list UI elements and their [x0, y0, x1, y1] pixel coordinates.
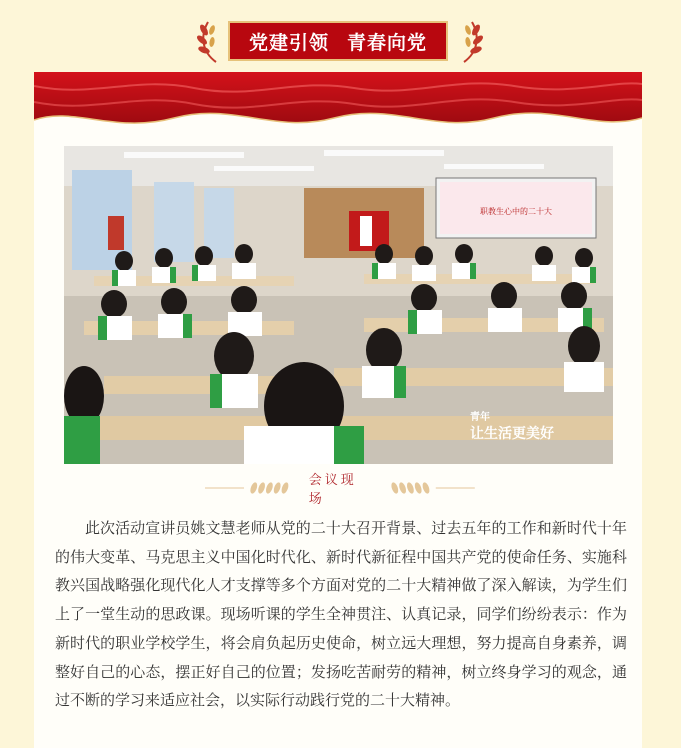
watermark-brand: 青年: [470, 412, 490, 423]
laurel-left-icon: [196, 18, 222, 64]
event-photo: [64, 146, 613, 464]
wheat-deco-icon: [205, 481, 293, 495]
wave-banner: [34, 72, 642, 134]
photo-caption: [205, 473, 475, 507]
title-part1: 党建引领: [248, 31, 329, 54]
laurel-right-icon: [458, 18, 484, 64]
watermark-slogan: 让生活更美好: [470, 426, 554, 442]
caption-label: 会议现场: [308, 473, 357, 507]
photo-watermark: [470, 408, 605, 442]
article-paragraph: 此次活动宣讲员姚文慧老师从党的二十大召开背景、过去五年的工作和新时代十年的伟大变革、马克思主义中国化时代化、新时代新征程中国共产党的使命任务、实施科教兴国战略强化现代化人才支撑等多个方面对党的二十大精神做了深入解读，为学生们上了一堂生动的思政课。现场听课的学生全神贯注、认真记录，同学们纷纷表示：作为新时代的职业学校学生，将会肩负起历史使命，树立远大理想，努力提高自身素养，调整好自己的心态，摆正好自己的位置；发扬吃苦耐劳的精神，树立终身学习的观念，通过不断的学习来适应社会，以实际行动践行党的二十大精神。: [55, 519, 627, 710]
wheat-deco-icon: [387, 481, 475, 495]
section-title: [228, 21, 448, 61]
title-part2: 青春向党: [347, 31, 428, 54]
page-header: [0, 0, 681, 72]
screen-headline: 职教生心中的二十大: [480, 207, 552, 216]
